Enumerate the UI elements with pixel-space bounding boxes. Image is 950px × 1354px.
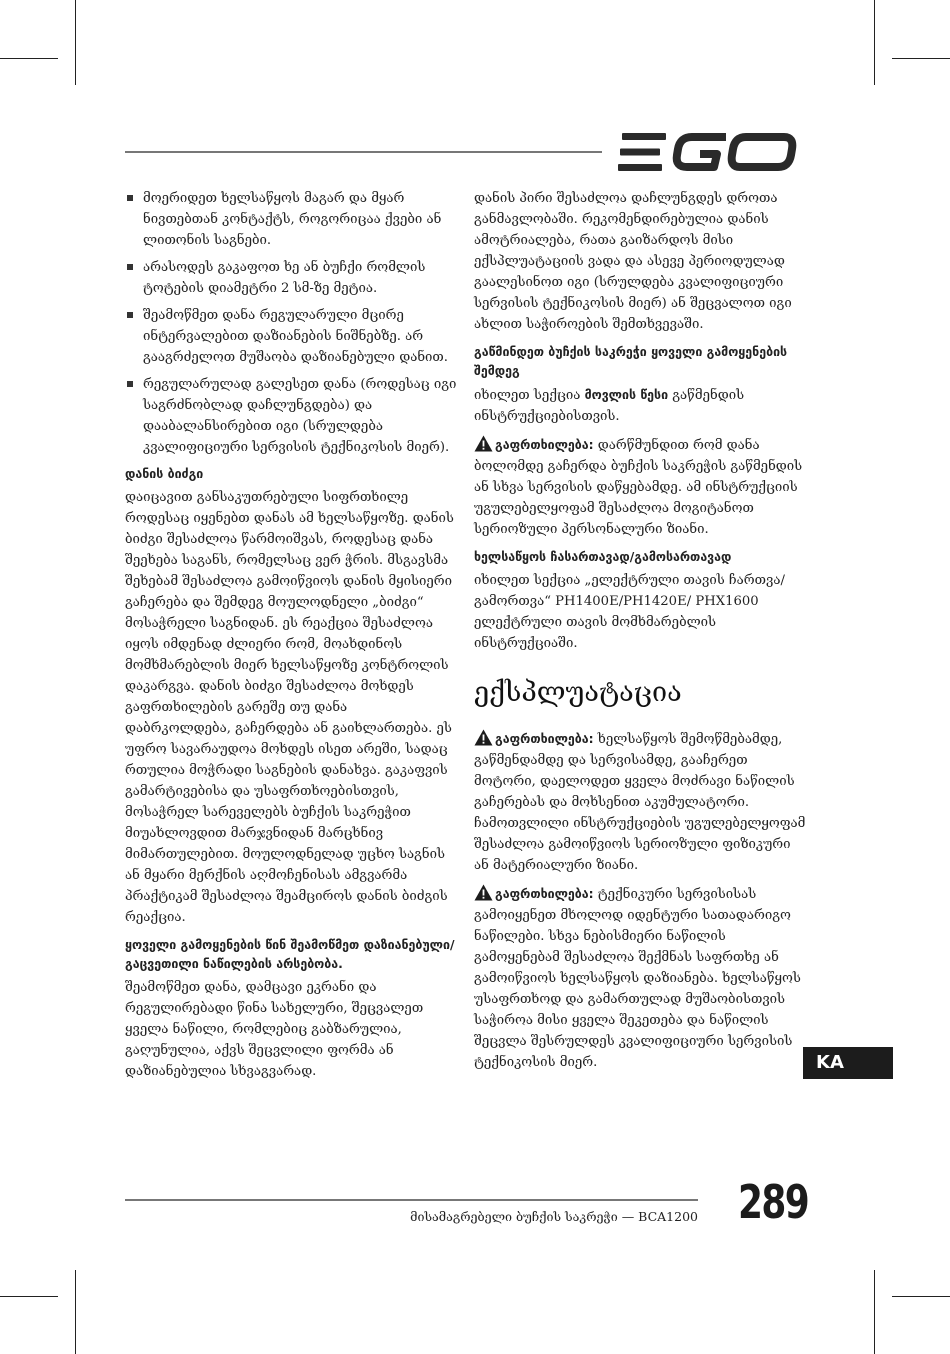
- list-item: არასოდეს გაკაფოთ ხე ან ბუჩქი რომლის ტოტების დიამეტრი 2 სმ-ზე მეტია.: [125, 257, 457, 299]
- paragraph: შეამოწმეთ დანა, დამცავი ეკრანი და რეგულირებადი წინა სახელური, შეცვალეთ ყველა ნაწილი, რომლებიც გაბზარულია, გაღუნულია, აქვს შეცვლილი ფორმა ან დაზიანებულია სხვაგვარად.: [125, 980, 424, 1079]
- language-tab: KA: [803, 1047, 893, 1079]
- list-item: რეგულარულად გალესეთ დანა (როდესაც იგი საგრძნობლად დაჩლუნგდება) და დააბალანსირებით იგი (სრულდება კვალიფიციური სერვისის ტექნიკოსის მიერ).: [125, 374, 457, 458]
- section-heading: გაწმინდეთ ბუჩქის საკრეჭი ყოველი გამოყენების შემდეგ: [474, 344, 788, 378]
- list-item: შეამოწმეთ დანა რეგულარული მცირე ინტერვალებით დაზიანების ნიშნებზე. არ გააგრძელოთ მუშაობა დაზიანებული დანით.: [125, 305, 457, 368]
- header-rule: [125, 151, 602, 153]
- section-heading: ყოველი გამოყენების წინ შეამოწმეთ დაზიანებული/გაცვეთილი ნაწილების არსებობა.: [125, 937, 455, 971]
- warning-icon: [474, 435, 493, 452]
- section-heading: დანის ბიძგი: [125, 466, 204, 481]
- left-column: [125, 188, 457, 1089]
- warning-icon: [474, 884, 493, 901]
- footer-rule: [125, 1199, 698, 1201]
- paragraph: დანის პირი შესაძლოა დაჩლუნგდეს დროთა განმავლობაში. რეკომენდირებულია დანის ამოტრიალება, რათა გაიზარდოს მისი ექსპლუატაციის ვადა და ასევე პერიოდულად გაალესინოთ იგი (სრულდება კვალიფიციური სერვისის ტექნიკოსის მიერ) ან შეცვალოთ იგი ახლით საჭიროების შემთხვევაში.: [474, 191, 792, 332]
- crop-mark: [892, 1296, 950, 1297]
- paragraph: იხილეთ სექცია „ელექტრული თავის ჩართვა/გამორთვა“ PH1400E/PH1420E/ PHX1600 ელექტრული თავის მომხმარებლის ინსტრუქციაში.: [474, 573, 785, 651]
- warning-label: გაფრთხილება:: [495, 731, 594, 746]
- section-heading: ხელსაწყოს ჩასართავად/გამოსართავად: [474, 549, 732, 564]
- operation-heading: ექსპლუატაცია: [474, 677, 682, 708]
- bullet-icon: [127, 264, 133, 270]
- warning-paragraph: გაფრთხილება: ხელსაწყოს შემოწმებამდე, გაწმენდამდე და სერვისამდე, გააჩერეთ მოტორი, დაელოდეთ ყველა მოძრავი ნაწილის გაჩერებას და მოხსენით აკუმულატორი. ჩამოთვლილი ინსტრუქციების უგულებელყოფამ შესაძლოა გამოიწვიოს სერიოზული ფიზიკური ან მატერიალური ზიანი.: [474, 731, 806, 873]
- ego-logo: [618, 131, 800, 173]
- bullet-icon: [127, 195, 133, 201]
- crop-mark: [75, 0, 76, 85]
- paragraph: იხილეთ სექცია მოვლის წესი გაწმენდის ინსტრუქციებისთვის.: [474, 387, 745, 424]
- crop-mark: [0, 58, 58, 59]
- warning-label: გაფრთხილება:: [495, 437, 594, 452]
- paragraph: დაიცავით განსაკუთრებული სიფრთხილე როდესაც იყენებთ დანას ამ ხელსაწყოზე. დანის ბიძგი შესაძლოა წარმოიშვას, როდესაც დანა შეეხება საგანს, რომელსაც ვერ ჭრის. მსგავსმა შეხებამ შესაძლოა გამოიწვიოს დანის მყისიერი გაჩერება და შემდეგ მოულოდნელი „ბიძგი“ მოსაჭრელი საგნიდან. ეს რეაქცია შესაძლოა იყოს იმდენად ძლიერი რომ, მოახდინოს მომხმარებლის მიერ ხელსაწყოზე კონტროლის დაკარგვა. დანის ბიძგი შესაძლოა მოხდეს გაფრთხილების გარეშე თუ დანა დაბრკოლდება, გაჩერდება ან გაიხლართება. ეს უფრო სავარაუდოა მოხდეს ისეთ არეში, სადაც რთულია მოჭრადი საგნების დანახვა. გაკაფვის გამარტივებისა და უსაფრთხოებისთვის, მოსაჭრელ სარეველებს ბუჩქის საკრეჭით მიუახლოვდით მარჯვნიდან მარცხნივ მიმართულებით. მოულოდნელად უცხო საგნის ან მყარი მერქნის აღმოჩენისას ამგვარმა პრაქტიკამ შესაძლოა შეამციროს დანის ბიძგის რეაქცია.: [125, 490, 454, 925]
- crop-mark: [892, 58, 950, 59]
- warning-paragraph: გაფრთხილება: დარწმუნდით რომ დანა ბოლომდე გაჩერდა ბუჩქის საკრეჭის გაწმენდის ან სხვა სერვისის დაწყებამდე. ამ ინსტრუქციის უგულებელყოფამ შესაძლოა მოგიტანოთ სერიოზული პერსონალური ზიანი.: [474, 437, 803, 537]
- right-column: [474, 188, 806, 1080]
- page-number: 289: [738, 1175, 809, 1229]
- crop-mark: [874, 0, 875, 85]
- crop-mark: [75, 1270, 76, 1354]
- list-item: მოერიდეთ ხელსაწყოს მაგარ და მყარ ნივთებთან კონტაქტს, როგორიცაა ქვები ან ლითონის საგნები.: [125, 188, 457, 251]
- crop-mark: [0, 1296, 58, 1297]
- bullet-icon: [127, 312, 133, 318]
- footer-text: მისამაგრებელი ბუჩქის საკრეჭი — BCA1200: [410, 1209, 698, 1224]
- bullet-icon: [127, 381, 133, 387]
- bullet-list: [125, 188, 457, 458]
- warning-paragraph: გაფრთხილება: ტექნიკური სერვისისას გამოიყენეთ მხოლოდ იდენტური სათადარიგო ნაწილები. სხვა ნებისმიერი ნაწილის გამოყენებამ შესაძლოა შექმნას საფრთხე ან გამოიწვიოს ხელსაწყოს დაზიანება. ხელსაწყოს უსაფრთხოდ და გამართულად მუშაობისთვის საჭიროა მისი ყველა შეკეთება და ნაწილის შეცვლა შესრულდეს კვალიფიციური სერვისის ტექნიკოსის მიერ.: [474, 886, 801, 1070]
- warning-label: გაფრთხილება:: [495, 886, 594, 901]
- crop-mark: [874, 1270, 875, 1354]
- warning-icon: [474, 729, 493, 746]
